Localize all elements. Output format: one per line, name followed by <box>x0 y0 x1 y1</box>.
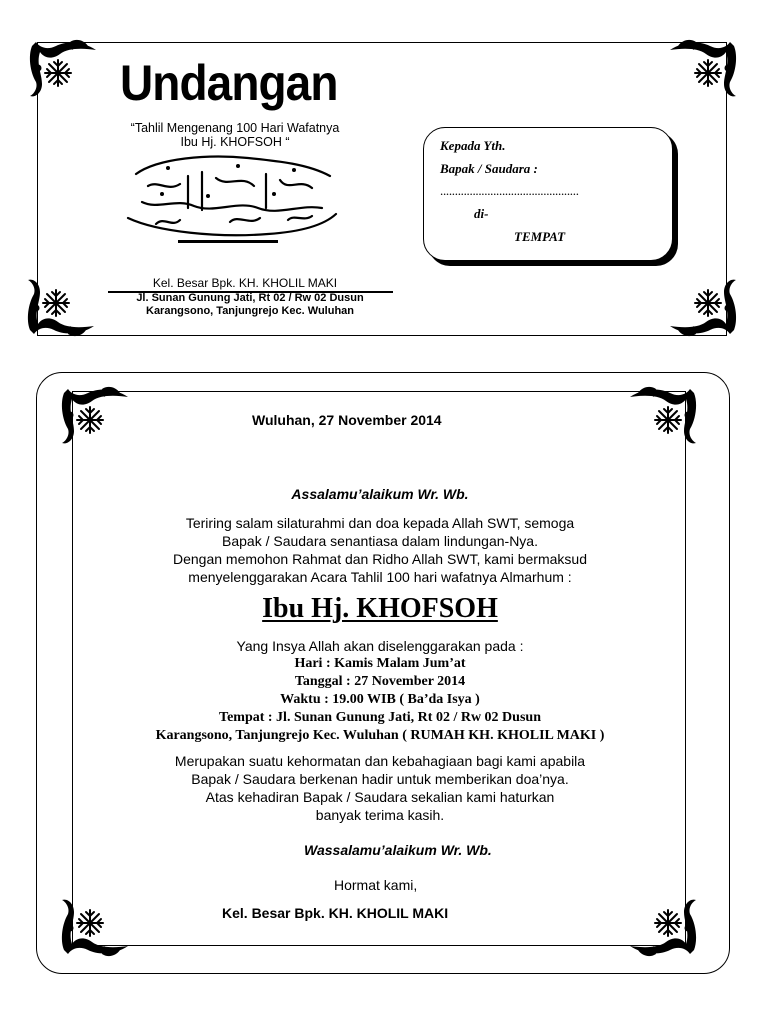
corner-ornament-icon <box>624 385 700 451</box>
corner-ornament-icon <box>26 38 102 104</box>
address-line: Jl. Sunan Gunung Jati, Rt 02 / Rw 02 Dusun <box>136 292 364 304</box>
recipient-name-line[interactable]: ............................................... <box>440 183 579 198</box>
farewell: Wassalamu’alaikum Wr. Wb. <box>304 842 492 858</box>
event-details <box>80 655 680 745</box>
paragraph-line: Merupakan suatu kehormatan dan kebahagiaan bagi kami apabila <box>174 753 586 769</box>
corner-ornament-icon <box>24 272 100 338</box>
corner-ornament-icon <box>664 272 740 338</box>
event-date: Tanggal : 27 November 2014 <box>294 674 466 689</box>
corner-ornament-icon <box>58 385 134 451</box>
intro-paragraph <box>90 514 670 586</box>
subtitle-line: “Tahlil Mengenang 100 Hari Wafatnya <box>130 121 340 135</box>
paragraph-line: Atas kehadiran Bapak / Saudara sekalian kami haturkan <box>205 789 555 805</box>
paragraph-line: banyak terima kasih. <box>315 807 445 823</box>
address-line: Karangsono, Tanjungrejo Kec. Wuluhan <box>146 305 354 317</box>
event-day: Hari : Kamis Malam Jum’at <box>294 656 466 671</box>
paragraph-line: Dengan memohon Rahmat dan Ridho Allah SWT, kami bermaksud <box>173 551 587 567</box>
regards: Hormat kami, <box>334 877 418 893</box>
family-name: Kel. Besar Bpk. KH. KHOLIL MAKI <box>152 276 338 290</box>
event-time: Waktu : 19.00 WIB ( Ba’da Isya ) <box>280 692 480 707</box>
page-title: Undangan <box>120 55 338 111</box>
arabic-calligraphy-icon <box>118 152 343 250</box>
recipient-label: Kepada Yth. <box>440 138 506 153</box>
subtitle-line: Ibu Hj. KHOFSOH “ <box>180 135 290 149</box>
recipient-di: di- <box>474 206 489 221</box>
deceased-name: Ibu Hj. KHOFSOH <box>262 593 498 624</box>
greeting: Assalamu’alaikum Wr. Wb. <box>291 486 469 502</box>
closing-paragraph <box>90 752 670 824</box>
held-on: Yang Insya Allah akan diselenggarakan pada : <box>236 638 524 654</box>
paragraph-line: Bapak / Saudara senantiasa dalam lindungan-Nya. <box>222 533 538 549</box>
cover-address <box>100 292 400 318</box>
paragraph-line: menyelenggarakan Acara Tahlil 100 hari wafatnya Almarhum : <box>188 569 572 585</box>
paragraph-line: Teriring salam silaturahmi dan doa kepada Allah SWT, semoga <box>185 515 575 531</box>
recipient-box <box>423 127 673 261</box>
event-place: Karangsono, Tanjungrejo Kec. Wuluhan ( RUMAH KH. KHOLIL MAKI ) <box>155 728 605 743</box>
corner-ornament-icon <box>624 892 700 958</box>
letter-date: Wuluhan, 27 November 2014 <box>252 412 442 428</box>
signature: Kel. Besar Bpk. KH. KHOLIL MAKI <box>222 905 449 921</box>
cover-subtitle <box>90 121 380 149</box>
event-place: Tempat : Jl. Sunan Gunung Jati, Rt 02 / Rw 02 Dusun <box>219 710 541 725</box>
corner-ornament-icon <box>58 892 134 958</box>
recipient-salutation: Bapak / Saudara : <box>440 161 538 176</box>
corner-ornament-icon <box>664 38 740 104</box>
recipient-place: TEMPAT <box>514 229 566 244</box>
paragraph-line: Bapak / Saudara berkenan hadir untuk memberikan doa’nya. <box>191 771 569 787</box>
